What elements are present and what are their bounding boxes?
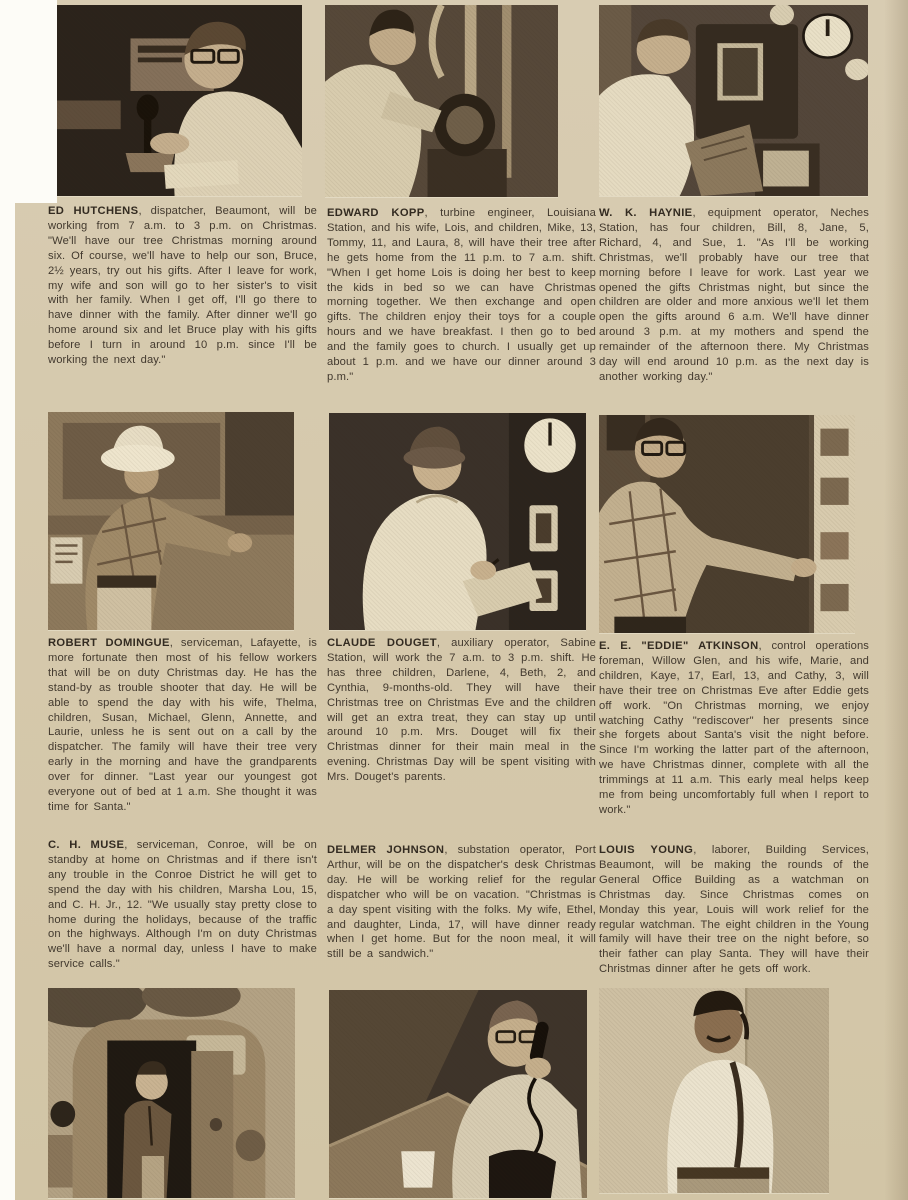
photo-equipment-operator-watching-gauges [599, 5, 868, 196]
profile-text-wk-haynie [599, 206, 869, 385]
profile-text-robert-domingue [48, 636, 317, 815]
profile-text-louis-young [599, 843, 869, 977]
profile-body: , control operations foreman, Willow Glen, and his wife, Marie, and children, Kaye, 17, Earl, 13, and Cathy, 3, will have their tree on Christmas Eve after Eddie gets off work. "On Christmas morning, we enjoy watching Cathy "rediscover" her presents since she forgets about Santa's visit the night before. Since I'm working the latter part of the afternoon, we have Christmas dinner, complete with all the trimmings at 11 a.m. This early meal helps keep me from being uncomfortably full when I report to work." [599, 640, 869, 816]
photo-serviceman-in-hard-hat-at-truck [48, 412, 294, 630]
profile-body: , laborer, Building Services, Beaumont, will be making the rounds of the General Office Building as a watchman on Christmas day. Since Christmas comes on Monday this year, Louis will work relief for the regular watchman. The eight children in the Young family will have their tree on the night before, so their father can play Santa. They will have their Christmas dinner after he gets off work. [599, 844, 869, 976]
profile-name: ED HUTCHENS [48, 205, 139, 217]
profile-name: DELMER JOHNSON [327, 844, 445, 856]
profile-name: W. K. HAYNIE [599, 207, 693, 219]
photo-auxiliary-operator-writing-on-clipboard [329, 413, 586, 630]
photo-dispatcher-at-radio-desk [57, 5, 302, 196]
profile-body: , auxiliary operator, Sabine Station, will work the 7 a.m. to 3 p.m. shift. He has three children, Darlene, 4, Beth, 2, and Cynthia, 9-months-old. They will have their Christmas tree on Christmas Eve and the children will get an extra treat, they can stay up until around 10 p.m. Mrs. Douget will fix their Christmas dinner for their main meal in the evening. Christmas Day will be spent visiting with Mrs. Douget's parents. [327, 637, 596, 784]
profile-name: LOUIS YOUNG [599, 844, 694, 856]
photo-control-foreman-reaching-panel [599, 415, 855, 633]
photo-watchman-standing-by-wall [599, 988, 829, 1193]
profile-body: , serviceman, Conroe, will be on standby at home on Christmas and if there isn't any trouble in the Conroe District he will get to spend the day with his children, Marsha Lou, 15, and C. H. Jr., 12. "We usually stay pretty close to home during the holidays, because of the traffic on the highways. Although I'm on duty Christmas we'll have a normal day, unless I have to make service calls." [48, 839, 317, 971]
photo-operator-on-telephone [329, 990, 587, 1198]
profile-body: , serviceman, Lafayette, is more fortunate then most of his fellow workers that will be on duty Christmas day. He has the stand-by as trouble shooter that day. He will be able to spend the day with his wife, Thelma, children, Susan, Michael, Glenn, Annette, and Laurie, unless he is sent out on a call by the dispatcher. The family will have their tree very early in the morning and have the grandparents over for dinner. "Last year our youngest got everyone out of bed at 1 a.m. She thought it was time for Santa." [48, 637, 317, 813]
profile-name: E. E. "EDDIE" ATKINSON [599, 640, 759, 652]
profile-text-claude-douget [327, 636, 596, 785]
profile-body: , equipment operator, Neches Station, has four children, Bill, 8, Jane, 5, Richard, 4, and Sue, 1. "As I'll be working Christmas, we'll probably have our tree that morning before I leave for work. Last year we opened the gifts Christmas night, but since the children are older and more anxious we'll let them open the gifts around 6 a.m. We'll have dinner around 3 p.m. at my mothers and spend the remainder of the afternoon there. My Christmas day will end around 10 p.m. as the next day is another working day." [599, 207, 869, 383]
photo-turbine-engineer-at-machinery [325, 5, 558, 197]
profile-name: C. H. MUSE [48, 839, 125, 851]
profile-body: , substation operator, Port Arthur, will be on the dispatcher's desk Christmas day. He will be working relief for the regular dispatcher who will be on vacation. "Christmas is a day spent visiting with the folks. My wife, Ethel, and daughter, Linda, 17, will have dinner ready when I get home. But for the noon meal, it will still be a sandwich." [327, 844, 596, 961]
profile-name: EDWARD KOPP [327, 207, 425, 219]
profile-name: CLAUDE DOUGET [327, 637, 437, 649]
scan-corner-white-block [0, 0, 57, 203]
profile-name: ROBERT DOMINGUE [48, 637, 170, 649]
profile-text-delmer-johnson [327, 843, 596, 962]
profile-body: , turbine engineer, Louisiana Station, and his wife, Lois, and children, Mike, 13, Tommy, 11, and Laura, 8, will have their tree after he gets home from the 11 p.m. to 7 a.m. shift. "When I get home Lois is doing her best to keep the kids in bed so we can have Christmas morning together. We then exchange and open gifts. The children enjoy their toys for a couple hours and we have breakfast. I then go to bed and the family goes to church. I usually get up about 1 p.m. and we have our dinner around 3 p.m." [327, 207, 596, 383]
profile-text-ed-hutchens [48, 204, 317, 368]
profile-body: , dispatcher, Beaumont, will be working from 7 a.m. to 3 p.m. on Christmas. "We'll have our tree Christmas morning around six. Of course, we'll have to help our son, Bruce, 2½ years, try out his gifts. After I leave for work, my wife and son will go to her sister's to visit with her family. When I get off, I'll go there to have dinner with the family. After dinner we'll go home around six and let Bruce play with his gifts before I turn in around 10 p.m. since I'll be working the next day." [48, 205, 317, 367]
profile-text-ch-muse [48, 838, 317, 972]
profile-text-eddie-atkinson [599, 639, 869, 818]
page-right-edge-shadow [884, 0, 908, 1200]
photo-serviceman-stepping-from-truck [48, 988, 295, 1198]
profile-text-edward-kopp [327, 206, 596, 385]
